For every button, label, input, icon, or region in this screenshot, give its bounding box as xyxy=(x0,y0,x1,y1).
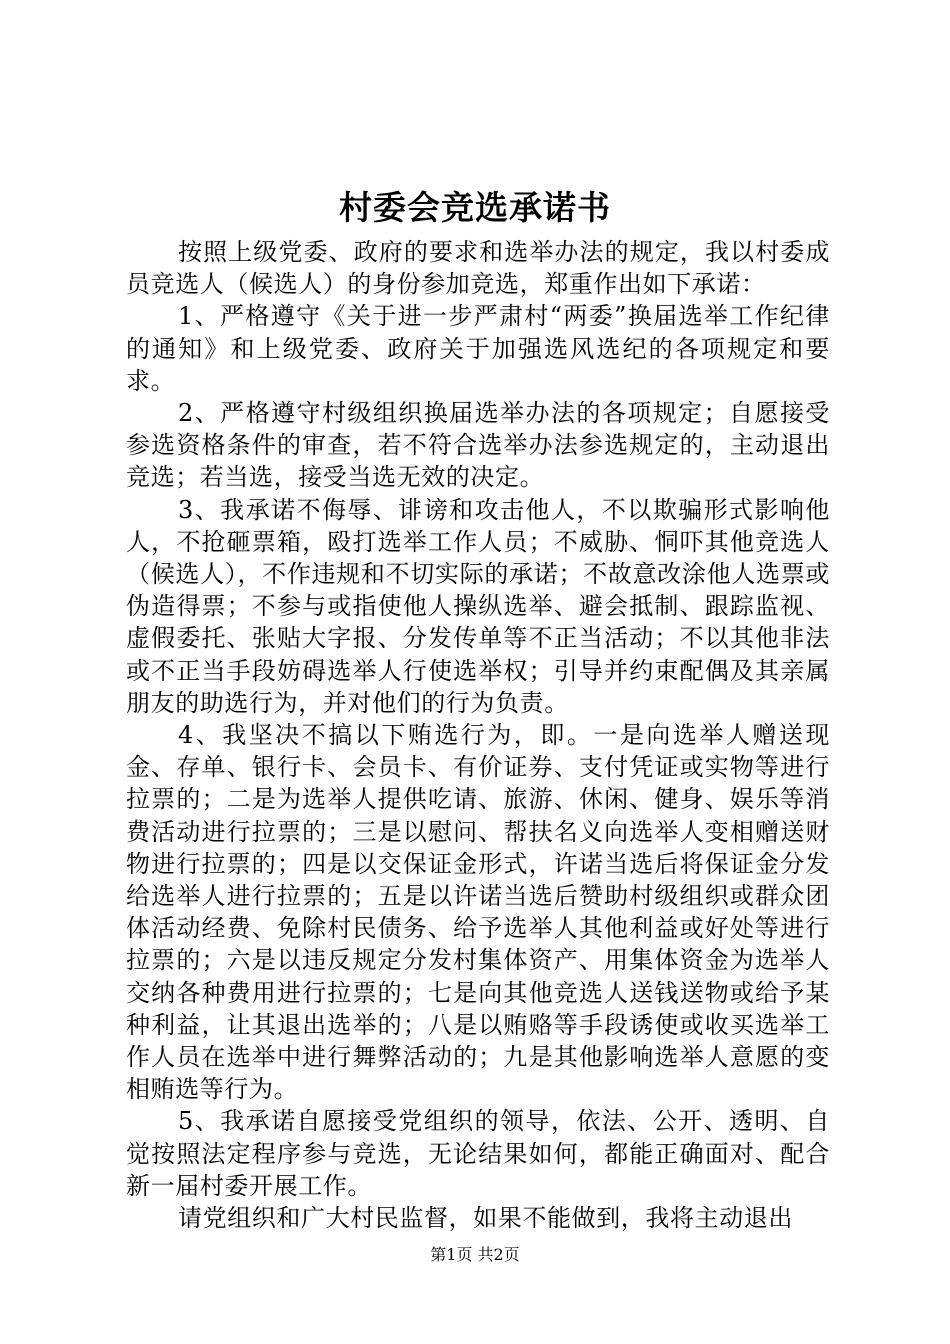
commitment-4-paragraph: 4、我坚决不搞以下贿选行为，即。一是向选举人赠送现金、存单、银行卡、会员卡、有价证券、支付凭证或实物等进行拉票的；二是为选举人提供吃请、旅游、休闲、健身、娱乐等消费活动进行拉票的；三是以慰问、帮扶名义向选举人变相赠送财物进行拉票的；四是以交保证金形式，许诺当选后将保证金分发给选举人进行拉票的；五是以许诺当选后赞助村级组织或群众团体活动经费、免除村民债务、给予选举人其他利益或好处等进行拉票的；六是以违反规定分发村集体资产、用集体资金为选举人交纳各种费用进行拉票的；七是向其他竞选人送钱送物或给予某种利益，让其退出选举的；八是以贿赂等手段诱使或收买选举工作人员在选举中进行舞弊活动的；九是其他影响选举人意愿的变相贿选等行为。 xyxy=(126,721,830,1104)
closing-paragraph: 请党组织和广大村民监督，如果不能做到，我将主动退出 xyxy=(178,1204,793,1233)
intro-paragraph: 按照上级党委、政府的要求和选举办法的规定，我以村委成员竞选人（候选人）的身份参加竞选，郑重作出如下承诺： xyxy=(126,238,830,299)
commitment-5-paragraph: 5、我承诺自愿接受党组织的领导，依法、公开、透明、自觉按照法定程序参与竞选，无论结果如何，都能正确面对、配合新一届村委开展工作。 xyxy=(126,1107,830,1200)
commitment-1-paragraph: 1、严格遵守《关于进一步严肃村“两委”换届选举工作纪律的通知》和上级党委、政府关于加强选风选纪的各项规定和要求。 xyxy=(126,302,830,395)
page-number-footer: 第1页 共2页 xyxy=(430,1245,520,1264)
document-title: 村委会竞选承诺书 xyxy=(339,188,611,227)
document-body xyxy=(126,236,830,1234)
commitment-2-paragraph: 2、严格遵守村级组织换届选举办法的各项规定；自愿接受参选资格条件的审查，若不符合选举办法参选规定的，主动退出竞选；若当选，接受当选无效的决定。 xyxy=(126,399,830,492)
commitment-3-paragraph: 3、我承诺不侮辱、诽谤和攻击他人，不以欺骗形式影响他人，不抢砸票箱，殴打选举工作人员；不威胁、恫吓其他竞选人（候选人），不作违规和不切实际的承诺；不故意改涂他人选票或伪造得票；不参与或指使他人操纵选举、避会抵制、跟踪监视、虚假委托、张贴大字报、分发传单等不正当活动；不以其他非法或不正当手段妨碍选举人行使选举权；引导并约束配偶及其亲属朋友的助选行为，并对他们的行为负责。 xyxy=(126,495,830,717)
